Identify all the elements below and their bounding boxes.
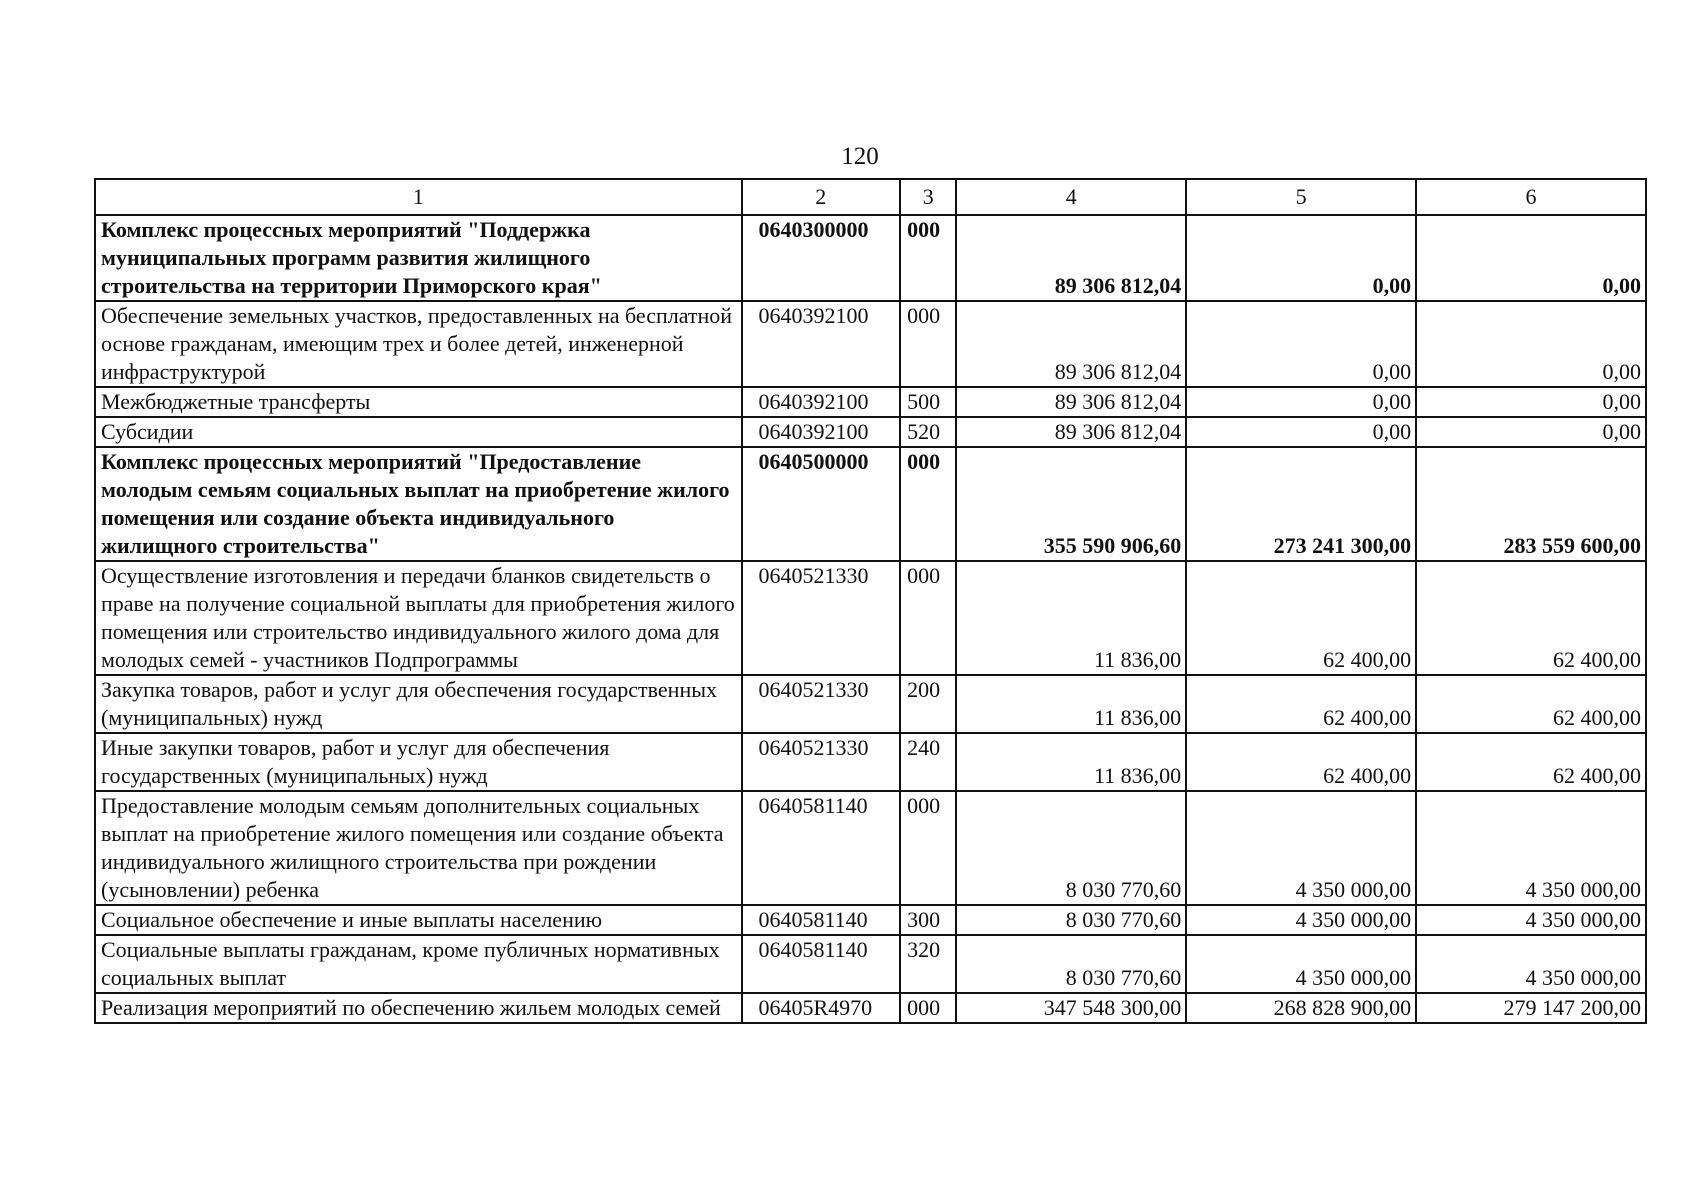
row-code-cell: 0640521330 <box>742 675 901 733</box>
row-amount-3-cell: 62 400,00 <box>1416 675 1646 733</box>
row-amount-1-cell: 11 836,00 <box>956 561 1186 675</box>
row-amount-3-cell: 4 350 000,00 <box>1416 905 1646 935</box>
column-header-4: 4 <box>956 179 1186 215</box>
row-amount-2-cell: 0,00 <box>1186 387 1416 417</box>
row-amount-1-cell: 8 030 770,60 <box>956 905 1186 935</box>
row-amount-1-cell: 89 306 812,04 <box>956 215 1186 301</box>
table-row <box>95 675 1646 733</box>
row-amount-1-cell: 89 306 812,04 <box>956 387 1186 417</box>
row-code-cell: 0640500000 <box>742 447 901 561</box>
row-type-cell: 000 <box>900 215 956 301</box>
row-amount-3-cell: 4 350 000,00 <box>1416 791 1646 905</box>
row-amount-2-cell: 4 350 000,00 <box>1186 905 1416 935</box>
row-code-cell: 0640521330 <box>742 733 901 791</box>
row-type-cell: 000 <box>900 301 956 387</box>
row-name-cell: Субсидии <box>95 417 742 447</box>
table-row <box>95 387 1646 417</box>
table-row <box>95 733 1646 791</box>
row-amount-2-cell: 0,00 <box>1186 301 1416 387</box>
column-header-1: 1 <box>95 179 742 215</box>
row-type-cell: 000 <box>900 791 956 905</box>
row-amount-1-cell: 11 836,00 <box>956 733 1186 791</box>
table-row <box>95 935 1646 993</box>
column-header-3: 3 <box>900 179 956 215</box>
row-code-cell: 0640581140 <box>742 935 901 993</box>
row-amount-2-cell: 4 350 000,00 <box>1186 935 1416 993</box>
row-amount-2-cell: 62 400,00 <box>1186 561 1416 675</box>
row-type-cell: 000 <box>900 561 956 675</box>
row-type-cell: 500 <box>900 387 956 417</box>
row-amount-3-cell: 0,00 <box>1416 417 1646 447</box>
row-amount-1-cell: 355 590 906,60 <box>956 447 1186 561</box>
row-type-cell: 000 <box>900 447 956 561</box>
table-row <box>95 791 1646 905</box>
table-row <box>95 905 1646 935</box>
row-amount-2-cell: 62 400,00 <box>1186 733 1416 791</box>
row-amount-1-cell: 89 306 812,04 <box>956 301 1186 387</box>
row-name-cell: Социальное обеспечение и иные выплаты населению <box>95 905 742 935</box>
row-amount-1-cell: 11 836,00 <box>956 675 1186 733</box>
row-name-cell: Предоставление молодым семьям дополнительных социальных выплат на приобретение жилого помещения или создание объекта индивидуального жилищного строительства при рождении (усыновлении) ребенка <box>95 791 742 905</box>
row-name-cell: Межбюджетные трансферты <box>95 387 742 417</box>
row-name-cell: Социальные выплаты гражданам, кроме публичных нормативных социальных выплат <box>95 935 742 993</box>
table-row <box>95 417 1646 447</box>
row-name-cell: Закупка товаров, работ и услуг для обеспечения государственных (муниципальных) нужд <box>95 675 742 733</box>
row-amount-1-cell: 89 306 812,04 <box>956 417 1186 447</box>
table-row <box>95 561 1646 675</box>
table-header-row <box>95 179 1646 215</box>
row-code-cell: 0640392100 <box>742 387 901 417</box>
row-code-cell: 0640392100 <box>742 301 901 387</box>
row-code-cell: 0640392100 <box>742 417 901 447</box>
row-amount-1-cell: 8 030 770,60 <box>956 935 1186 993</box>
row-code-cell: 0640521330 <box>742 561 901 675</box>
row-code-cell: 06405R4970 <box>742 993 901 1023</box>
row-name-cell: Комплекс процессных мероприятий "Поддержка муниципальных программ развития жилищного строительства на территории Приморского края" <box>95 215 742 301</box>
row-amount-1-cell: 8 030 770,60 <box>956 791 1186 905</box>
row-name-cell: Осуществление изготовления и передачи бланков свидетельств о праве на получение социальной выплаты для приобретения жилого помещения или строительство индивидуального жилого дома для молодых семей - участников Подпрограммы <box>95 561 742 675</box>
column-header-2: 2 <box>742 179 901 215</box>
row-amount-3-cell: 279 147 200,00 <box>1416 993 1646 1023</box>
row-amount-3-cell: 0,00 <box>1416 301 1646 387</box>
table-row <box>95 301 1646 387</box>
row-amount-2-cell: 62 400,00 <box>1186 675 1416 733</box>
row-amount-3-cell: 62 400,00 <box>1416 561 1646 675</box>
row-type-cell: 200 <box>900 675 956 733</box>
row-name-cell: Комплекс процессных мероприятий "Предоставление молодым семьям социальных выплат на приобретение жилого помещения или создание объекта индивидуального жилищного строительства" <box>95 447 742 561</box>
row-code-cell: 0640300000 <box>742 215 901 301</box>
row-type-cell: 320 <box>900 935 956 993</box>
table-row <box>95 993 1646 1023</box>
row-code-cell: 0640581140 <box>742 905 901 935</box>
row-type-cell: 300 <box>900 905 956 935</box>
row-type-cell: 240 <box>900 733 956 791</box>
row-name-cell: Обеспечение земельных участков, предоставленных на бесплатной основе гражданам, имеющим трех и более детей, инженерной инфраструктурой <box>95 301 742 387</box>
table-row <box>95 447 1646 561</box>
column-header-5: 5 <box>1186 179 1416 215</box>
row-amount-2-cell: 268 828 900,00 <box>1186 993 1416 1023</box>
row-amount-3-cell: 4 350 000,00 <box>1416 935 1646 993</box>
row-amount-3-cell: 0,00 <box>1416 215 1646 301</box>
row-name-cell: Реализация мероприятий по обеспечению жильем молодых семей <box>95 993 742 1023</box>
page-number: 120 <box>841 143 879 170</box>
budget-table <box>94 178 1647 1024</box>
row-amount-2-cell: 273 241 300,00 <box>1186 447 1416 561</box>
table-row <box>95 215 1646 301</box>
row-name-cell: Иные закупки товаров, работ и услуг для обеспечения государственных (муниципальных) нужд <box>95 733 742 791</box>
row-amount-3-cell: 0,00 <box>1416 387 1646 417</box>
row-amount-1-cell: 347 548 300,00 <box>956 993 1186 1023</box>
row-amount-3-cell: 62 400,00 <box>1416 733 1646 791</box>
column-header-6: 6 <box>1416 179 1646 215</box>
row-code-cell: 0640581140 <box>742 791 901 905</box>
row-amount-2-cell: 0,00 <box>1186 215 1416 301</box>
row-amount-2-cell: 0,00 <box>1186 417 1416 447</box>
row-amount-3-cell: 283 559 600,00 <box>1416 447 1646 561</box>
row-type-cell: 000 <box>900 993 956 1023</box>
row-amount-2-cell: 4 350 000,00 <box>1186 791 1416 905</box>
row-type-cell: 520 <box>900 417 956 447</box>
